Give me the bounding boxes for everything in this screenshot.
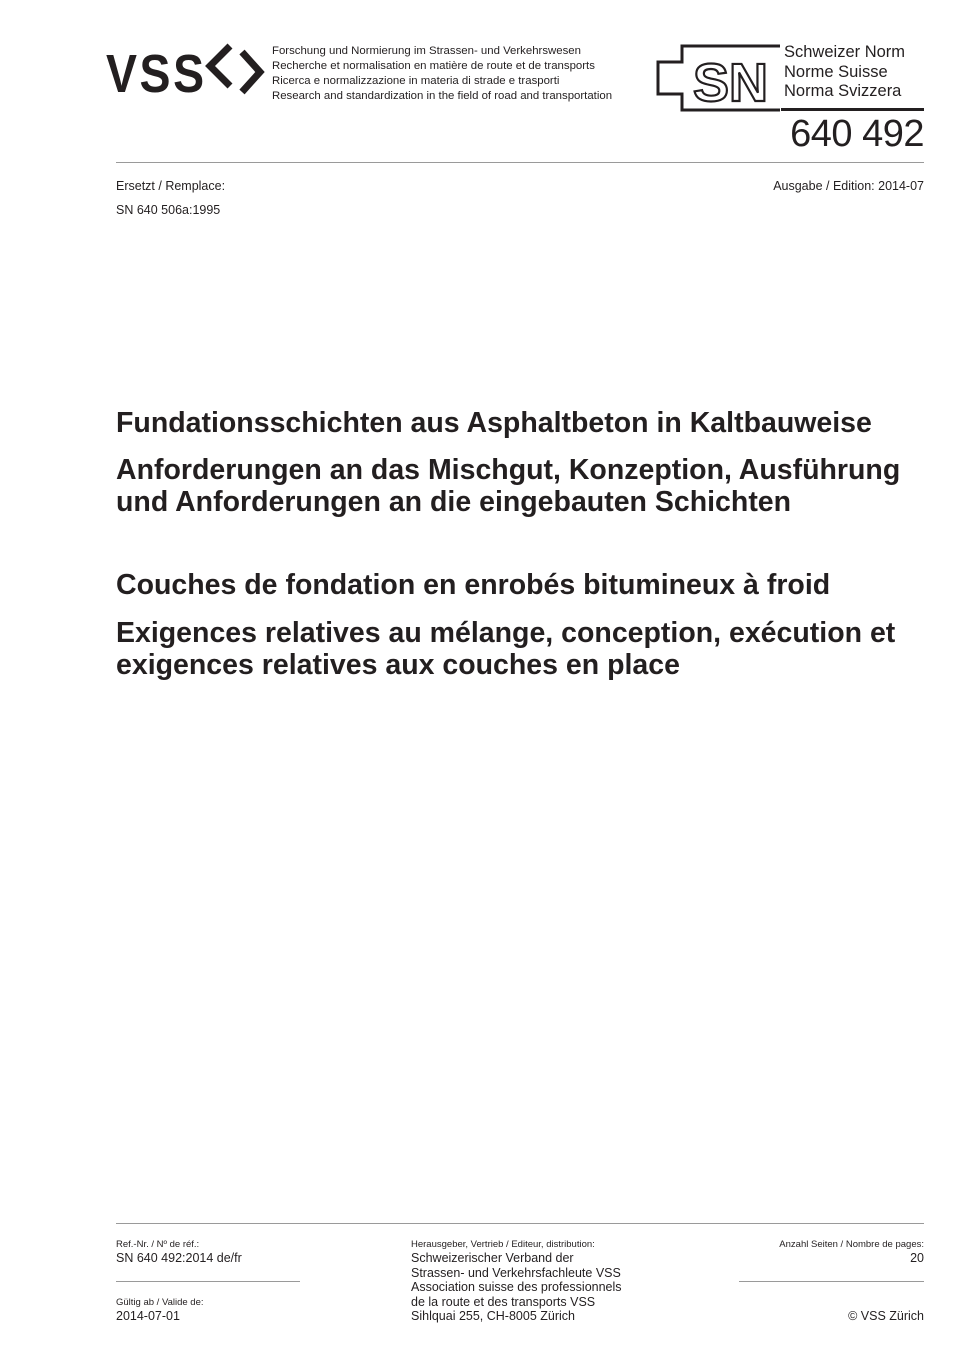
replaces-value: SN 640 506a:1995 [116, 203, 221, 217]
edition: Ausgabe / Edition: 2014-07 [773, 179, 924, 193]
vss-organization-lines [272, 44, 612, 104]
sn-line-fr: Norme Suisse [784, 62, 888, 81]
vss-logo-graphic [106, 40, 266, 100]
pages-value: 20 [910, 1251, 924, 1265]
replaces-label: Ersetzt / Remplace: [116, 179, 226, 193]
publisher-line: de la route et des transports VSS [411, 1294, 596, 1309]
sn-line-de: Schweizer Norm [784, 43, 906, 61]
subtitle-de: Anforderungen an das Mischgut, Konzeption, Ausführung und Anforderungen an die eingebauten Schichten [116, 454, 901, 518]
ref-value: SN 640 492:2014 de/fr [116, 1251, 242, 1265]
vss-line-it: Ricerca e normalizzazione in materia di strade e trasporti [272, 75, 560, 87]
header-divider [116, 162, 924, 163]
vss-logo-text: VSS [106, 42, 207, 100]
vss-line-de: Forschung und Normierung im Strassen- und Verkehrswesen [272, 45, 581, 57]
ref-label: Ref.-Nr. / Nº de réf.: [116, 1239, 200, 1250]
pages-divider [739, 1281, 924, 1282]
sn-logo-graphic [656, 44, 782, 112]
sn-logo [656, 44, 782, 112]
sn-logo-text: SN [693, 53, 769, 112]
subtitle-fr: Exigences relatives au mélange, conception, exécution et exigences relatives aux couches en place [116, 617, 896, 681]
publisher-line: Strassen- und Verkehrsfachleute VSS [411, 1265, 621, 1280]
valid-label: Gültig ab / Valide de: [116, 1297, 204, 1308]
ref-divider [116, 1281, 300, 1282]
sn-bar-divider [781, 108, 924, 111]
publisher-line: Schweizerischer Verband der [411, 1251, 574, 1265]
copyright: © VSS Zürich [848, 1309, 924, 1323]
vss-line-en: Research and standardization in the field of road and transportation [272, 90, 613, 102]
vss-chevron-icon [210, 46, 260, 92]
norm-number: 640 492 [790, 113, 924, 155]
pages-label: Anzahl Seiten / Nombre de pages: [779, 1239, 924, 1250]
valid-value: 2014-07-01 [116, 1309, 180, 1323]
sn-designations [784, 43, 905, 102]
vss-line-fr: Recherche et normalisation en matière de route et de transports [272, 60, 595, 72]
title-de: Fundationsschichten aus Asphaltbeton in Kaltbauweise [116, 407, 872, 439]
title-fr: Couches de fondation en enrobés bitumineux à froid [116, 569, 831, 601]
publisher-address [411, 1251, 622, 1324]
publisher-line: Association suisse des professionnels [411, 1280, 622, 1294]
footer-divider [116, 1223, 924, 1224]
vss-logo [106, 40, 266, 100]
publisher-line: Sihlquai 255, CH-8005 Zürich [411, 1309, 575, 1323]
publisher-label: Herausgeber, Vertrieb / Editeur, distribution: [411, 1239, 595, 1250]
sn-line-it: Norma Svizzera [784, 82, 902, 100]
